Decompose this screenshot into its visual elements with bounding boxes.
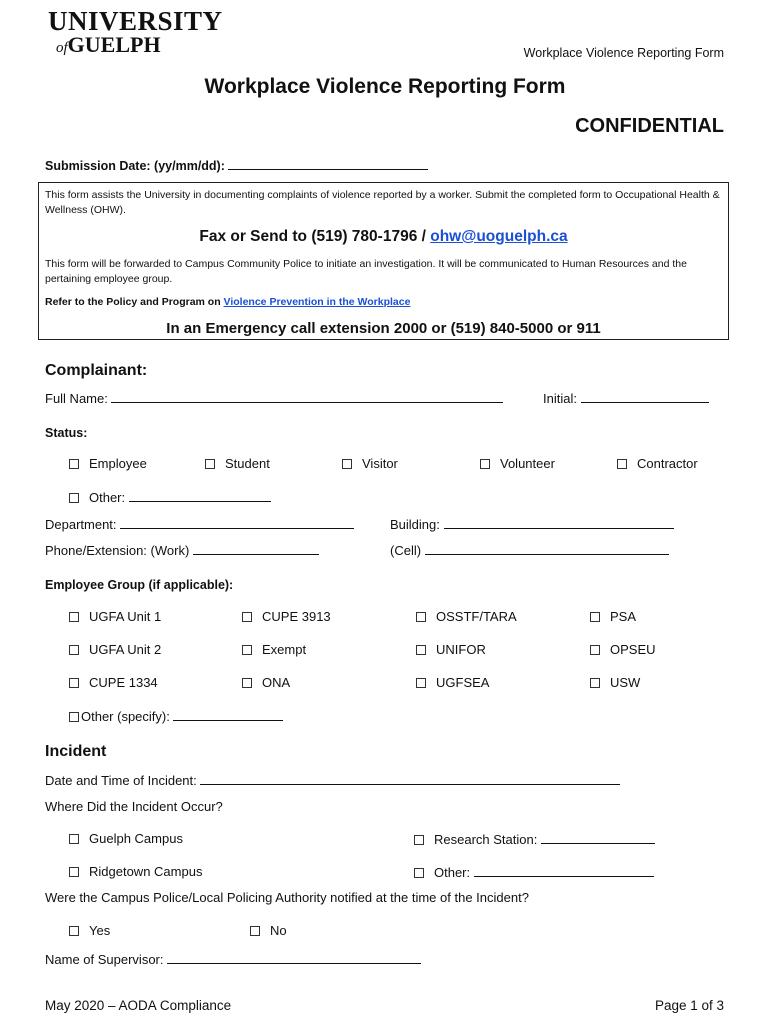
initial-row <box>543 390 709 406</box>
group-label: UGFSEA <box>436 675 490 690</box>
incident-where-label: Where Did the Incident Occur? <box>45 799 223 814</box>
status-other-field[interactable] <box>129 489 271 502</box>
phone-label: Phone/Extension: (Work) <box>45 543 190 558</box>
status-other-row[interactable] <box>69 489 271 505</box>
checkbox[interactable] <box>416 612 426 622</box>
building-row <box>390 516 674 532</box>
status-label: Status: <box>45 426 88 440</box>
checkbox[interactable] <box>69 459 79 469</box>
cell-row <box>390 542 669 558</box>
checkbox[interactable] <box>69 926 79 936</box>
fax-line <box>39 228 728 246</box>
status-option[interactable] <box>205 456 270 471</box>
group-option[interactable] <box>590 609 636 624</box>
info-box <box>38 182 729 340</box>
confidential-label: CONFIDENTIAL <box>575 115 724 137</box>
checkbox[interactable] <box>242 645 252 655</box>
policy-link[interactable]: Violence Prevention in the Workplace <box>223 296 411 308</box>
university-logo <box>48 6 223 59</box>
group-option[interactable] <box>69 675 158 690</box>
initial-label: Initial: <box>543 391 577 406</box>
location-other-label: Other: <box>434 865 471 880</box>
checkbox[interactable] <box>590 612 600 622</box>
location-option[interactable] <box>69 831 183 846</box>
building-label: Building: <box>390 517 440 532</box>
group-other-field[interactable] <box>173 708 283 721</box>
logo-guelph: GUELPH <box>67 32 161 57</box>
department-row <box>45 516 354 532</box>
phone-row <box>45 542 319 558</box>
footer-left: May 2020 – AODA Compliance <box>45 998 232 1013</box>
building-field[interactable] <box>444 516 674 529</box>
police-question: Were the Campus Police/Local Policing Authority notified at the time of the Incident? <box>45 890 529 905</box>
group-option[interactable] <box>242 675 290 690</box>
group-option[interactable] <box>242 609 331 624</box>
incident-datetime-row <box>45 772 620 788</box>
group-label: ONA <box>262 675 291 690</box>
location-research-label: Research Station: <box>434 832 538 847</box>
location-ridgetown-label: Ridgetown Campus <box>89 864 203 879</box>
cell-field[interactable] <box>425 542 669 555</box>
policy-text: Refer to the Policy and Program on <box>45 296 224 308</box>
checkbox[interactable] <box>205 459 215 469</box>
checkbox[interactable] <box>590 645 600 655</box>
complainant-heading: Complainant: <box>45 362 148 379</box>
checkbox[interactable] <box>250 926 260 936</box>
checkbox[interactable] <box>69 834 79 844</box>
status-volunteer-label: Volunteer <box>500 456 555 471</box>
group-label: CUPE 1334 <box>89 675 158 690</box>
status-employee-label: Employee <box>89 456 147 471</box>
group-other-label: Other (specify): <box>81 709 170 724</box>
incident-heading: Incident <box>45 743 107 760</box>
running-header: Workplace Violence Reporting Form <box>523 46 724 60</box>
supervisor-label: Name of Supervisor: <box>45 952 164 967</box>
checkbox[interactable] <box>69 678 79 688</box>
logo-line-2 <box>48 34 198 59</box>
status-student-label: Student <box>225 456 270 471</box>
group-label: CUPE 3913 <box>262 609 331 624</box>
group-other-row[interactable] <box>69 708 283 724</box>
group-option[interactable] <box>69 642 161 657</box>
status-option[interactable] <box>480 456 555 471</box>
department-field[interactable] <box>120 516 354 529</box>
checkbox[interactable] <box>414 868 424 878</box>
checkbox[interactable] <box>69 645 79 655</box>
supervisor-row <box>45 951 421 967</box>
no-label: No <box>270 923 287 938</box>
status-contractor-label: Contractor <box>637 456 698 471</box>
group-option[interactable] <box>242 642 306 657</box>
yes-label: Yes <box>89 923 111 938</box>
group-option[interactable] <box>69 609 161 624</box>
group-label: PSA <box>610 609 637 624</box>
checkbox[interactable] <box>242 678 252 688</box>
checkbox[interactable] <box>480 459 490 469</box>
group-option[interactable] <box>590 675 640 690</box>
group-label: Exempt <box>262 642 307 657</box>
research-station-field[interactable] <box>541 831 655 844</box>
incident-datetime-field[interactable] <box>200 772 620 785</box>
fax-text: Fax or Send to (519) 780-1796 / <box>199 228 431 245</box>
footer-page-number: Page 1 of 3 <box>654 998 724 1013</box>
checkbox[interactable] <box>414 835 424 845</box>
status-visitor-label: Visitor <box>362 456 398 471</box>
group-label: USW <box>610 675 641 690</box>
full-name-label: Full Name: <box>45 391 108 406</box>
policy-row <box>45 295 410 310</box>
submission-date-label: Submission Date: (yy/mm/dd): <box>45 159 225 173</box>
group-option[interactable] <box>416 675 489 690</box>
cell-label: (Cell) <box>390 543 422 558</box>
group-label: OPSEU <box>610 642 656 657</box>
police-yes-option[interactable] <box>69 923 110 938</box>
checkbox[interactable] <box>342 459 352 469</box>
checkbox[interactable] <box>416 678 426 688</box>
checkbox[interactable] <box>416 645 426 655</box>
location-option[interactable] <box>69 864 202 879</box>
supervisor-field[interactable] <box>167 951 421 964</box>
info-intro: This form assists the University in documenting complaints of violence reported by a worker. Submit the completed form to Occupational Health & Wellness (OHW). <box>45 189 720 216</box>
checkbox[interactable] <box>69 867 79 877</box>
full-name-row <box>45 390 503 406</box>
checkbox[interactable] <box>69 612 79 622</box>
status-other-label: Other: <box>89 490 126 505</box>
group-option[interactable] <box>416 642 486 657</box>
status-option[interactable] <box>69 456 147 471</box>
status-option[interactable] <box>617 456 698 471</box>
checkbox[interactable] <box>590 678 600 688</box>
page-title: Workplace Violence Reporting Form <box>204 75 566 98</box>
group-option[interactable] <box>590 642 656 657</box>
checkbox[interactable] <box>69 493 79 503</box>
status-option[interactable] <box>342 456 398 471</box>
info-forward: This form will be forwarded to Campus Community Police to initiate an investigation. It will be communicated to Human Resources and the pertaining employee group. <box>45 258 687 285</box>
location-guelph-label: Guelph Campus <box>89 831 183 846</box>
location-option[interactable] <box>414 864 654 880</box>
emergency-line: In an Emergency call extension 2000 or (519) 840-5000 or 911 <box>166 320 601 337</box>
email-link[interactable]: ohw@uoguelph.ca <box>430 228 568 245</box>
employee-group-label: Employee Group (if applicable): <box>45 578 234 592</box>
group-label: UGFA Unit 1 <box>89 609 162 624</box>
checkbox[interactable] <box>242 612 252 622</box>
group-label: UNIFOR <box>436 642 486 657</box>
submission-date-field[interactable] <box>228 157 428 170</box>
location-other-field[interactable] <box>474 864 654 877</box>
initial-field[interactable] <box>581 390 709 403</box>
checkbox[interactable] <box>617 459 627 469</box>
group-label: UGFA Unit 2 <box>89 642 162 657</box>
logo-of: of <box>56 40 68 56</box>
group-option[interactable] <box>416 609 517 624</box>
checkbox[interactable] <box>69 712 79 722</box>
logo-line-1: UNIVERSITY <box>48 6 223 36</box>
department-label: Department: <box>45 517 117 532</box>
incident-datetime-label: Date and Time of Incident: <box>45 773 197 788</box>
group-label: OSSTF/TARA <box>436 609 517 624</box>
phone-field[interactable] <box>193 542 319 555</box>
full-name-field[interactable] <box>111 390 503 403</box>
submission-date-row <box>45 157 428 173</box>
location-option[interactable] <box>414 831 655 847</box>
police-no-option[interactable] <box>250 923 287 938</box>
